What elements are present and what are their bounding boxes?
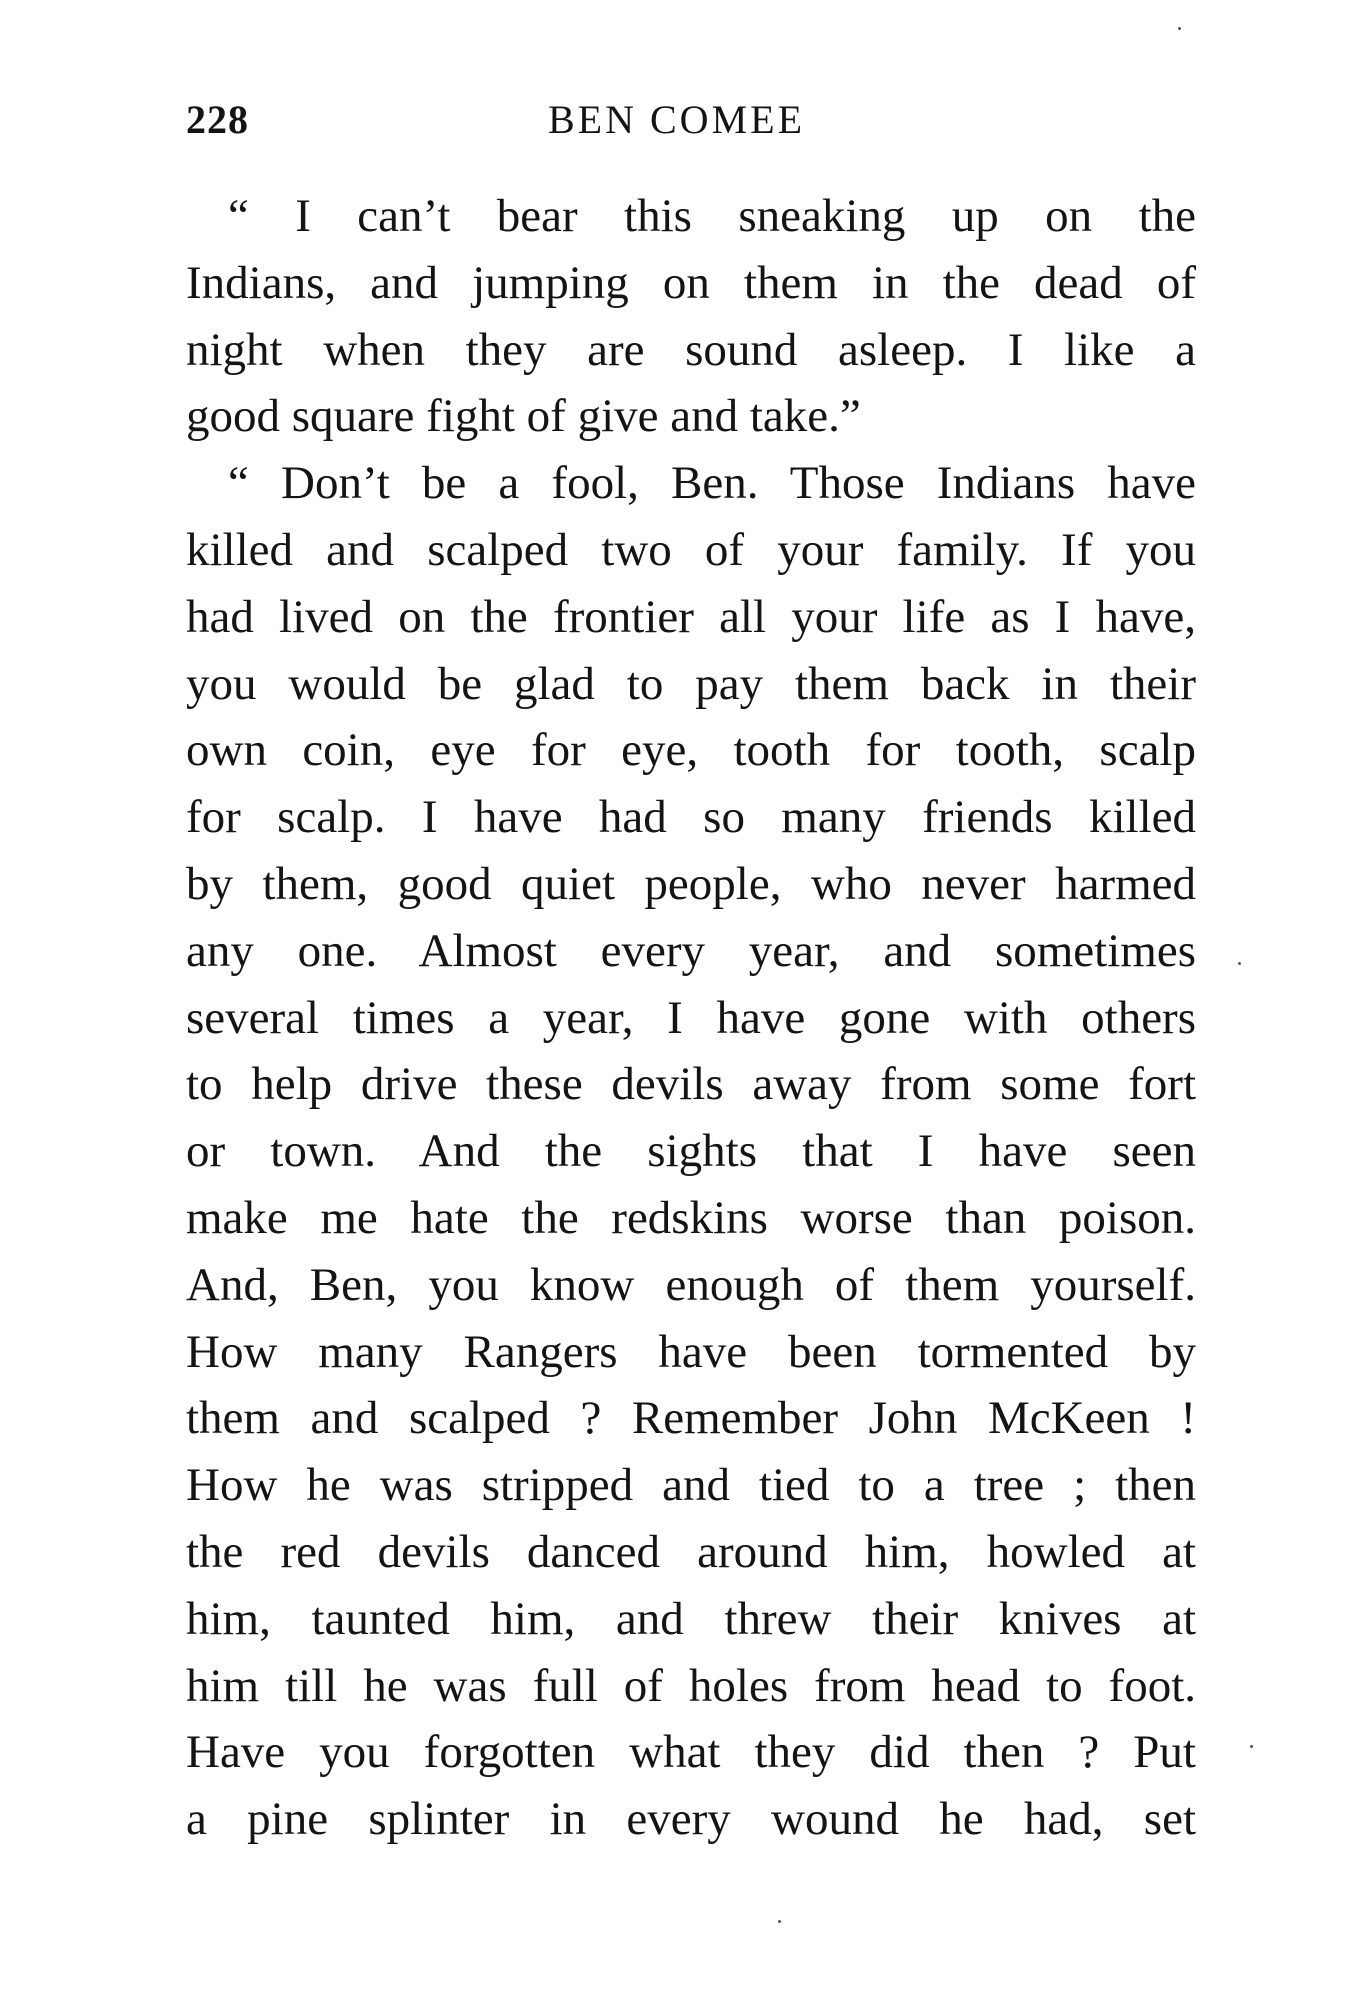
- text-line: several times a year, I have gone with others: [186, 991, 1196, 1044]
- text-line: by them, good quiet people, who never harmed: [186, 857, 1196, 910]
- text-line: them and scalped ? Remember John McKeen !: [186, 1392, 1196, 1445]
- text-line: him, taunted him, and threw their knives at: [186, 1592, 1196, 1645]
- text-line: any one. Almost every year, and sometimes: [186, 924, 1196, 977]
- text-line: or town. And the sights that I have seen: [186, 1125, 1196, 1178]
- scan-speck: [1250, 1745, 1253, 1748]
- text-line: good square fight of give and take.”: [186, 390, 861, 443]
- page-number: 228: [186, 97, 249, 142]
- running-head: [186, 96, 1196, 146]
- text-line: to help drive these devils away from some fort: [186, 1058, 1196, 1111]
- text-line: How many Rangers have been tormented by: [186, 1325, 1196, 1378]
- text-line: the red devils danced around him, howled at: [186, 1525, 1196, 1578]
- text-line: him till he was full of holes from head to foot.: [186, 1659, 1196, 1712]
- text-line: own coin, eye for eye, tooth for tooth, scalp: [186, 724, 1196, 777]
- running-title: BEN COMEE: [548, 97, 805, 142]
- scan-speck: [1238, 962, 1241, 965]
- text-line: Have you forgotten what they did then ? Put: [186, 1726, 1196, 1779]
- text-line: a pine splinter in every wound he had, set: [186, 1793, 1196, 1846]
- text-line: How he was stripped and tied to a tree ; then: [186, 1459, 1196, 1512]
- text-line: had lived on the frontier all your life as I have,: [186, 590, 1196, 643]
- body-text: [186, 183, 1196, 1853]
- text-line: for scalp. I have had so many friends killed: [186, 791, 1196, 844]
- text-line: make me hate the redskins worse than poison.: [186, 1191, 1196, 1244]
- text-line: Indians, and jumping on them in the dead of: [186, 256, 1196, 309]
- text-line: night when they are sound asleep. I like a: [186, 323, 1196, 376]
- text-line: killed and scalped two of your family. If you: [186, 523, 1196, 576]
- text-line: you would be glad to pay them back in their: [186, 657, 1196, 710]
- text-line: And, Ben, you know enough of them yourself.: [186, 1258, 1196, 1311]
- text-line: “ Don’t be a fool, Ben. Those Indians have: [228, 457, 1196, 510]
- scan-speck: [1178, 27, 1181, 30]
- text-line: “ I can’t bear this sneaking up on the: [228, 190, 1196, 242]
- scan-speck: [778, 1920, 781, 1923]
